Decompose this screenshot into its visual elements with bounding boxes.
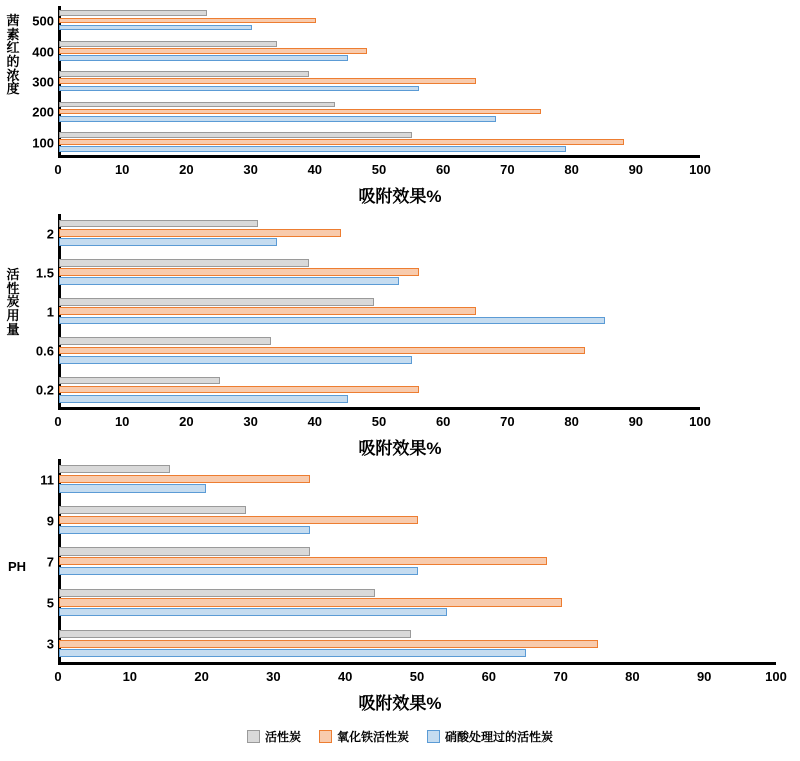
bar <box>59 484 206 492</box>
x-tick-label: 80 <box>625 669 640 684</box>
y-tick-label: 3 <box>46 636 54 652</box>
y-tick-label: 2 <box>46 226 54 242</box>
bar <box>59 10 207 16</box>
chart-panel-concentration <box>0 0 800 206</box>
x-tick-label: 30 <box>243 414 258 429</box>
bar <box>59 347 585 355</box>
bar <box>59 557 547 565</box>
legend-label-2: 硝酸处理过的活性炭 <box>445 730 554 744</box>
bar <box>59 630 411 638</box>
x-tick-label: 60 <box>435 414 451 429</box>
y-tick-label: 400 <box>32 44 54 60</box>
y-tick-label: 300 <box>32 74 54 90</box>
y-tick-label: 100 <box>32 135 54 151</box>
bar <box>59 547 310 555</box>
chart-legend <box>0 728 800 745</box>
y-tick-label: 1 <box>46 304 54 320</box>
legend-swatch-icon-2 <box>427 730 440 743</box>
y-tick-label: 1.5 <box>35 265 54 281</box>
bar <box>59 640 598 648</box>
x-tick-label: 0 <box>54 162 62 177</box>
y-axis-title-1: 茜素红的浓度 <box>6 13 20 97</box>
bar <box>59 386 419 394</box>
bar <box>59 78 476 84</box>
bar <box>59 649 526 657</box>
bar <box>59 229 341 237</box>
bar <box>59 86 419 92</box>
x-tick-label: 30 <box>243 162 258 177</box>
bar <box>59 516 418 524</box>
x-tick-label: 10 <box>122 669 138 684</box>
y-tick-label: 5 <box>46 595 54 611</box>
x-tick-label: 100 <box>765 669 787 684</box>
x-tick-label: 40 <box>307 414 323 429</box>
y-tick-label: 200 <box>32 104 54 120</box>
legend-item-0 <box>247 728 301 745</box>
bar <box>59 395 348 403</box>
bar <box>59 465 170 473</box>
bar <box>59 317 605 325</box>
bar <box>59 18 316 24</box>
y-tick-label: 11 <box>40 472 54 488</box>
bar <box>59 48 367 54</box>
bar <box>59 475 310 483</box>
y-tick-label: 9 <box>46 513 54 529</box>
bar <box>59 41 277 47</box>
x-tick-label: 80 <box>564 414 579 429</box>
bar <box>59 567 418 575</box>
legend-swatch-icon-0 <box>247 730 260 743</box>
x-axis-title: 吸附效果% <box>358 439 442 458</box>
y-tick-label: 0.2 <box>35 382 54 398</box>
x-tick-label: 30 <box>266 669 281 684</box>
bar <box>59 356 412 364</box>
x-tick-label: 40 <box>337 669 353 684</box>
chart-panel-dosage <box>0 208 800 458</box>
x-tick-label: 60 <box>435 162 451 177</box>
x-tick-label: 70 <box>500 162 515 177</box>
bar <box>59 598 562 606</box>
bar <box>59 132 412 138</box>
x-tick-label: 40 <box>307 162 323 177</box>
chart-panel-ph <box>0 455 800 713</box>
x-axis-title: 吸附效果% <box>358 187 442 206</box>
x-tick-label: 70 <box>553 669 568 684</box>
x-tick-label: 50 <box>409 669 425 684</box>
bar <box>59 146 566 152</box>
bar <box>59 589 375 597</box>
bar <box>59 25 252 31</box>
bar <box>59 268 419 276</box>
bar <box>59 220 258 228</box>
legend-swatch-icon-1 <box>319 730 332 743</box>
x-tick-label: 20 <box>179 162 194 177</box>
bar <box>59 608 447 616</box>
x-tick-label: 50 <box>371 162 387 177</box>
x-tick-label: 50 <box>371 414 387 429</box>
x-tick-label: 60 <box>481 669 497 684</box>
y-axis-title-3: PH <box>7 559 27 574</box>
y-tick-label: 500 <box>32 13 54 29</box>
bar <box>59 102 335 108</box>
legend-item-1 <box>319 728 409 745</box>
x-tick-label: 100 <box>689 162 711 177</box>
bar <box>59 259 309 267</box>
x-tick-label: 70 <box>500 414 515 429</box>
x-tick-label: 20 <box>194 669 209 684</box>
y-tick-label: 7 <box>46 554 54 570</box>
x-tick-label: 20 <box>179 414 194 429</box>
legend-label-1: 氧化铁活性炭 <box>336 730 409 744</box>
bar <box>59 377 220 385</box>
bar <box>59 506 246 514</box>
x-tick-label: 10 <box>114 162 130 177</box>
bar <box>59 71 309 77</box>
y-axis-title-2: 活性炭用量 <box>6 267 20 337</box>
bar <box>59 238 277 246</box>
x-axis-title: 吸附效果% <box>358 694 442 713</box>
bar <box>59 526 310 534</box>
y-tick-label: 0.6 <box>35 343 54 359</box>
x-tick-label: 10 <box>114 414 130 429</box>
bar <box>59 109 541 115</box>
bar <box>59 337 271 345</box>
bar <box>59 139 624 145</box>
x-tick-label: 90 <box>628 162 644 177</box>
x-tick-label: 90 <box>628 414 644 429</box>
legend-item-2 <box>427 728 553 745</box>
x-tick-label: 90 <box>696 669 712 684</box>
x-tick-label: 80 <box>564 162 579 177</box>
bar <box>59 55 348 61</box>
legend-label-0: 活性炭 <box>264 730 301 744</box>
bar <box>59 116 496 122</box>
bar <box>59 307 476 315</box>
x-tick-label: 0 <box>54 669 62 684</box>
x-tick-label: 0 <box>54 414 62 429</box>
x-tick-label: 100 <box>689 414 711 429</box>
bar <box>59 277 399 285</box>
bar <box>59 298 374 306</box>
